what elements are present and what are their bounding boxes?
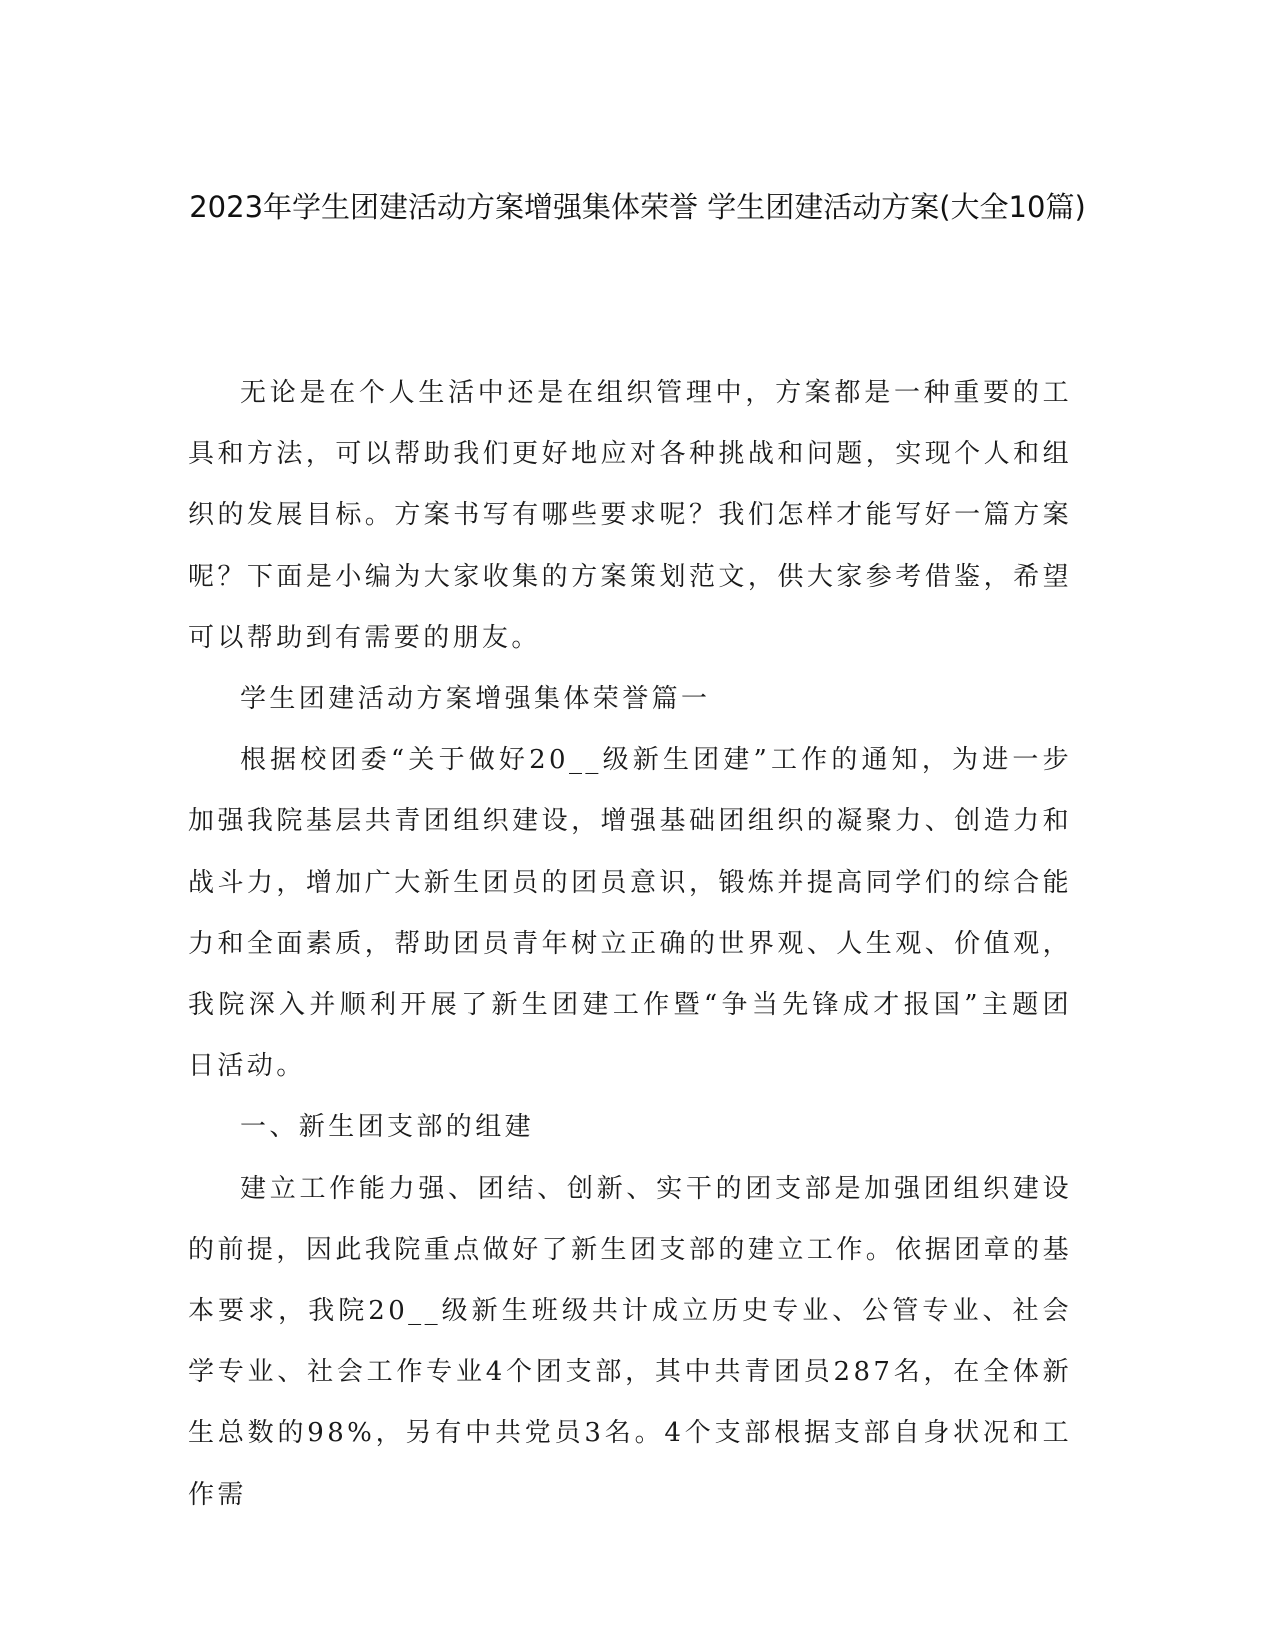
subsection-heading-branch-formation: 一、新生团支部的组建 [240,1112,535,1143]
section-heading-part-one: 学生团建活动方案增强集体荣誉篇一 [240,684,711,715]
branch-formation-paragraph: 建立工作能力强、团结、创新、实干的团支部是加强团组织建设的前提，因此我院重点做好了新生团支部的建立工作。依据团章的基本要求，我院20__级新生班级共计成立历史专业、公管专业、社会学专业、社会工作专业4个团支部，其中共青团员287名，在全体新生总数的98%，另有中共党员3名。4个支部根据支部自身状况和工作需 [188,1173,1072,1510]
notice-paragraph: 根据校团委“关于做好20__级新生团建”工作的通知，为进一步加强我院基层共青团组织建设，增强基础团组织的凝聚力、创造力和战斗力，增加广大新生团员的团员意识，锻炼并提高同学们的综合能力和全面素质，帮助团员青年树立正确的世界观、人生观、价值观，我院深入并顺利开展了新生团建工作暨“争当先锋成才报国”主题团日活动。 [188,745,1072,1082]
intro-paragraph: 无论是在个人生活中还是在组织管理中，方案都是一种重要的工具和方法，可以帮助我们更好地应对各种挑战和问题，实现个人和组织的发展目标。方案书写有哪些要求呢？我们怎样才能写好一篇方案呢？下面是小编为大家收集的方案策划范文，供大家参考借鉴，希望可以帮助到有需要的朋友。 [188,378,1072,653]
document-body [188,363,1072,1526]
document-title: 2023年学生团建活动方案增强集体荣誉 学生团建活动方案(大全10篇) [189,190,1086,224]
